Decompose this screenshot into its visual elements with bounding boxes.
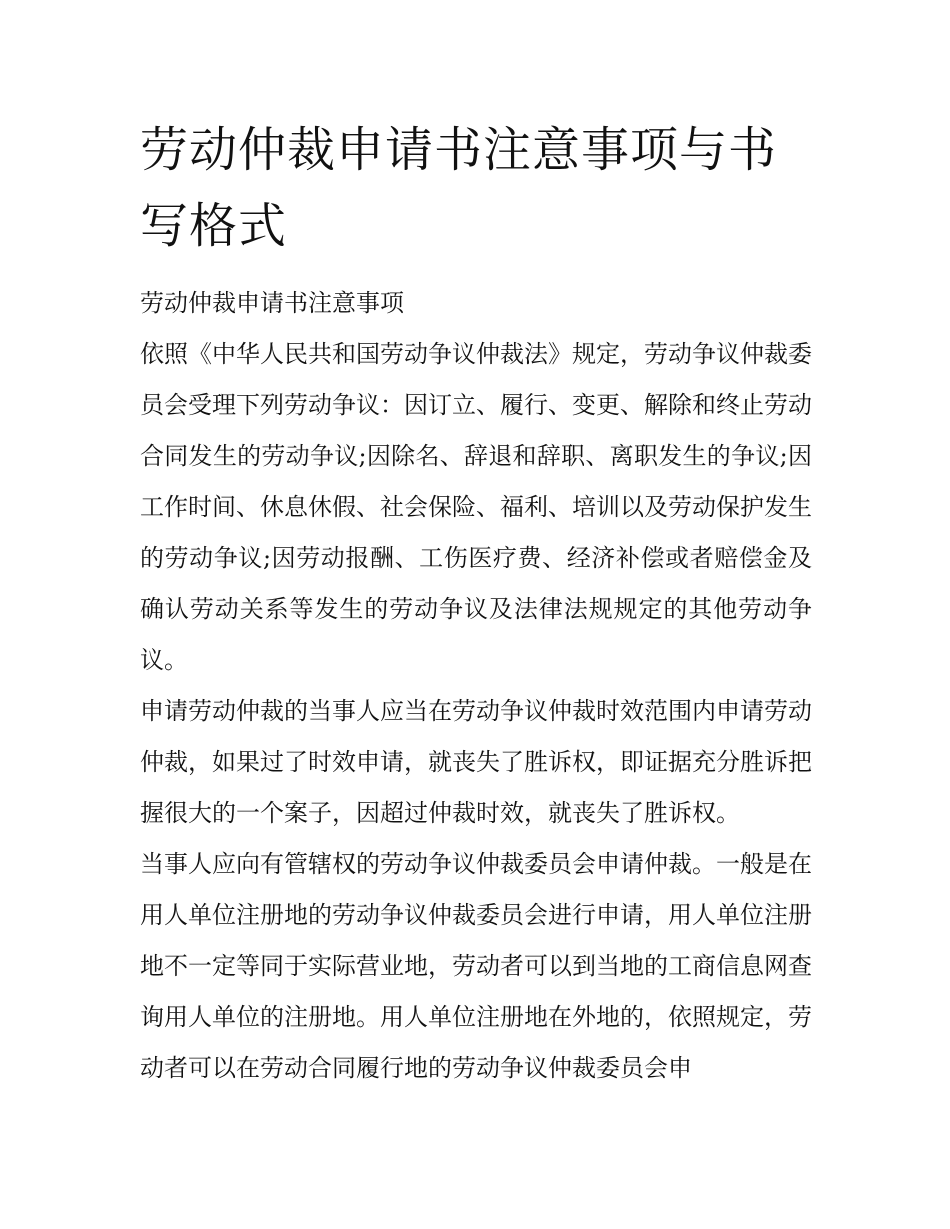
paragraph-1: 依照《中华人民共和国劳动争议仲裁法》规定，劳动争议仲裁委员会受理下列劳动争议：因订立、履行、变更、解除和终止劳动合同发生的劳动争议;因除名、辞退和辞职、离职发生的争议;因工作时间、休息休假、社会保险、福利、培训以及劳动保护发生的劳动争议;因劳动报酬、工伤医疗费、经济补偿或者赔偿金及确认劳动关系等发生的劳动争议及法律法规规定的其他劳动争议。 bbox=[140, 340, 812, 674]
paragraph-2: 申请劳动仲裁的当事人应当在劳动争议仲裁时效范围内申请劳动仲裁，如果过了时效申请，就丧失了胜诉权，即证据充分胜诉把握很大的一个案子，因超过仲裁时效，就丧失了胜诉权。 bbox=[140, 697, 812, 827]
document-page bbox=[140, 112, 812, 1094]
section-heading: 劳动仲裁申请书注意事项 bbox=[140, 289, 404, 317]
document-title: 劳动仲裁申请书注意事项与书写格式 bbox=[140, 122, 778, 254]
paragraph-3: 当事人应向有管辖权的劳动争议仲裁委员会申请仲裁。一般是在用人单位注册地的劳动争议仲裁委员会进行申请，用人单位注册地不一定等同于实际营业地，劳动者可以到当地的工商信息网查询用人单位的注册地。用人单位注册地在外地的，依照规定，劳动者可以在劳动合同履行地的劳动争议仲裁委员会申 bbox=[140, 850, 812, 1082]
